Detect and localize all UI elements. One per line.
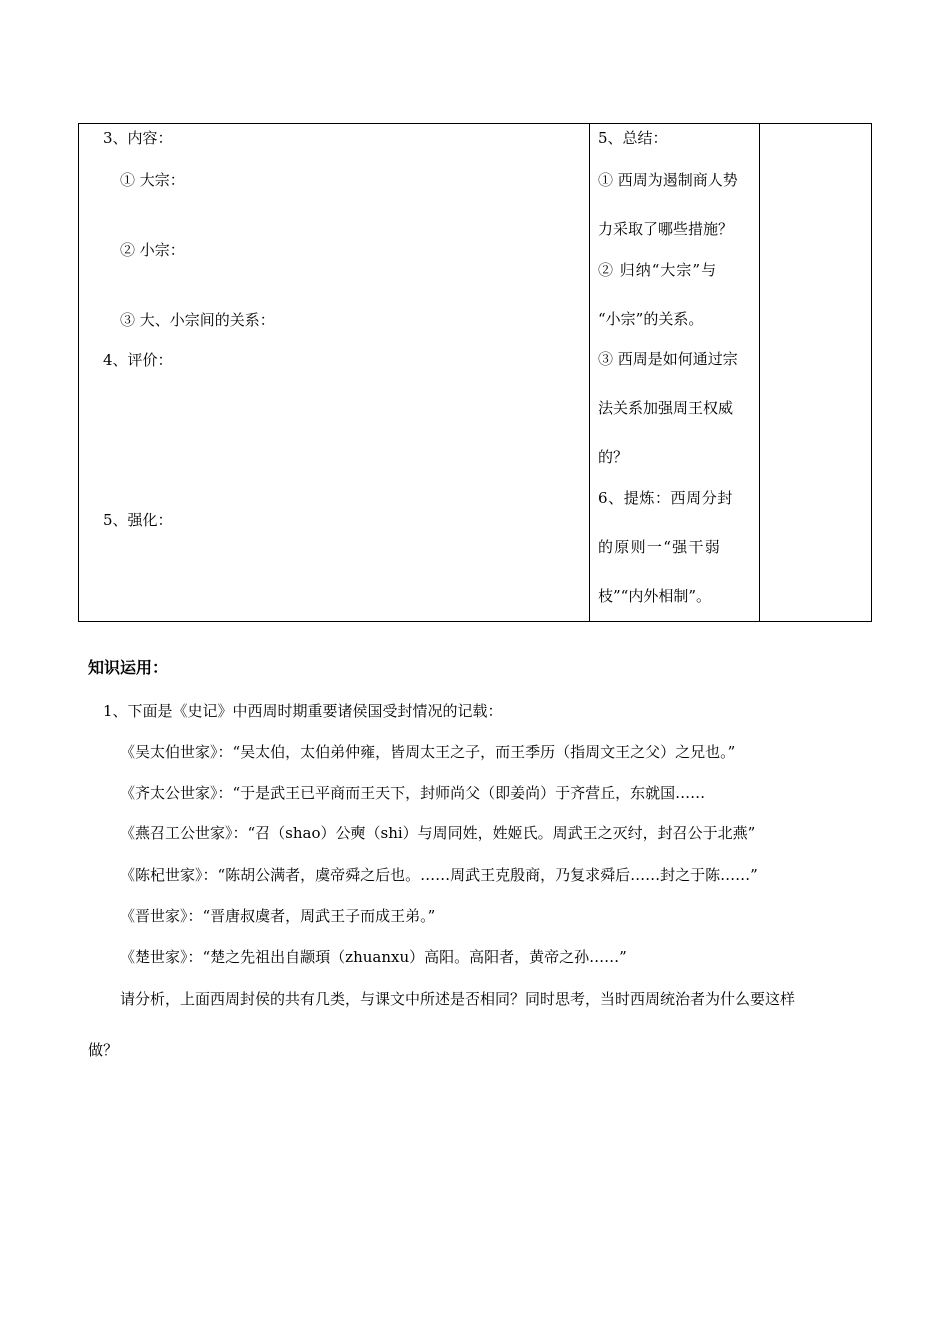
question-intro: 1、下面是《史记》中西周时期重要诸侯国受封情况的记载： bbox=[103, 702, 503, 720]
quote-qi: 《齐太公世家》：“于是武王已平商而王天下，封师尚父（即姜尚）于齐营丘，东就国…… bbox=[120, 784, 706, 802]
refine-line3: 枝”“内外相制”。 bbox=[598, 587, 712, 605]
summary-q1-line2: 力采取了哪些措施？ bbox=[598, 220, 734, 238]
analysis-question-line1: 请分析，上面西周封侯的共有几类，与课文中所述是否相同？同时思考，当时西周统治者为什么要这样 bbox=[120, 990, 796, 1008]
analysis-question-line2: 做？ bbox=[88, 1041, 119, 1059]
table-column-divider bbox=[759, 124, 760, 621]
small-clan-label: ② 小宗： bbox=[120, 241, 185, 259]
summary-q3-line2: 法关系加强周王权威 bbox=[598, 399, 734, 417]
summary-q1-line1: ① 西周为遏制商人势 bbox=[598, 171, 738, 189]
quote-chu: 《楚世家》：“楚之先祖出自颛頊（zhuanxu）高阳。高阳者，黄帝之孙……” bbox=[120, 948, 627, 966]
quote-jin: 《晋世家》：“晋唐叔虞者，周武王子而成王弟。” bbox=[120, 907, 436, 925]
refine-line2: 的原则一“强干弱 bbox=[598, 538, 722, 556]
table-column-divider bbox=[589, 124, 590, 621]
summary-q3-line1: ③ 西周是如何通过宗 bbox=[598, 350, 738, 368]
summary-q2-line1: ② 归纳“大宗”与 bbox=[598, 261, 718, 279]
quote-yan: 《燕召工公世家》：“召（shao）公奭（shi）与周同姓，姓姬氏。周武王之灭纣，封召公于北燕” bbox=[120, 824, 756, 842]
summary-q2-line2: “小宗”的关系。 bbox=[598, 310, 704, 328]
knowledge-heading: 知识运用： bbox=[88, 658, 169, 677]
summary-heading: 5、总结： bbox=[598, 129, 668, 147]
refine-line1: 6、提炼：西周分封 bbox=[598, 489, 733, 507]
big-clan-label: ① 大宗： bbox=[120, 171, 185, 189]
quote-wu: 《吴太伯世家》：“吴太伯，太伯弟仲雍，皆周太王之子，而王季历（指周文王之父）之兄也。” bbox=[120, 743, 736, 761]
summary-q3-line3: 的？ bbox=[598, 448, 629, 466]
quote-chen: 《陈杞世家》：“陈胡公满者，虞帝舜之后也。……周武王克殷商，乃复求舜后……封之于陈……” bbox=[120, 866, 758, 884]
evaluation-heading: 4、评价： bbox=[103, 351, 173, 369]
outline-table bbox=[78, 123, 872, 622]
reinforce-heading: 5、强化： bbox=[103, 511, 173, 529]
content-heading: 3、内容： bbox=[103, 129, 173, 147]
clan-relation-label: ③ 大、小宗间的关系： bbox=[120, 311, 275, 329]
